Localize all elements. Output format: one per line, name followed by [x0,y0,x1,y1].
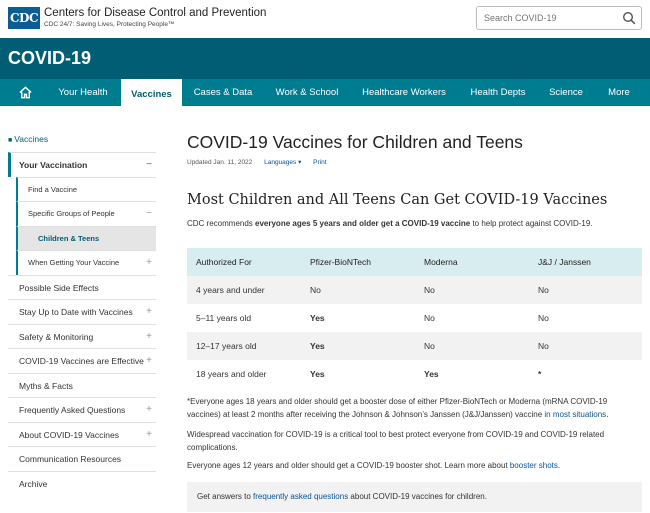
column-header: Authorized For [187,248,301,276]
sidebar-item-archive[interactable] [8,471,156,496]
sidebar-item-label: Safety & Monitoring [19,331,94,342]
cdc-logo[interactable]: CDC [8,7,40,29]
authorization-table [187,248,642,388]
table-cell: 12–17 years old [187,332,301,360]
faq-link[interactable]: frequently asked questions [253,492,349,501]
sidebar-item-when-getting-vaccine[interactable] [16,250,156,275]
sidebar-item-communication-resources[interactable] [8,446,156,471]
sidebar-item-label: Stay Up to Date with Vaccines [19,307,133,317]
nav-cases-data[interactable]: Cases & Data [193,87,253,98]
table-cell: No [415,332,529,360]
table-cell: Yes [301,332,415,360]
expand-toggle[interactable]: + [146,257,152,268]
in-most-situations-link[interactable]: in most situations [544,409,607,419]
table-cell: No [538,313,549,323]
faq-callout [187,482,642,512]
expand-toggle[interactable]: + [146,330,152,342]
booster-text: Everyone ages 12 years and older should get a COVID-19 booster shot. Learn more about [187,461,510,470]
sidebar-item-vaccines-effective[interactable] [8,348,156,373]
sidebar-item-label: About COVID-19 Vaccines [19,429,119,440]
table-cell: No [424,313,435,323]
table-header-row [187,248,642,276]
sidebar-parent-label: Vaccines [14,134,49,144]
booster-paragraph [187,460,637,473]
sidebar-nav [8,152,156,495]
home-icon[interactable] [18,85,33,100]
search-icon[interactable] [622,11,636,25]
intro-paragraph [187,219,593,228]
org-identity[interactable] [44,7,266,29]
table-cell: 18 years and older [196,369,267,379]
nav-vaccines[interactable]: Vaccines [121,79,182,106]
print-link[interactable]: Print [313,159,327,166]
sidebar-item-label: Your Vaccination [19,160,88,170]
nav-more[interactable]: More [608,87,630,98]
faq-text: Get answers to [197,492,254,501]
page-title: COVID-19 Vaccines for Children and Teens [187,132,523,152]
org-name: Centers for Disease Control and Prevention [44,7,267,19]
sidebar-item-label: When Getting Your Vaccine [28,258,120,267]
sidebar-item-label: Archive [19,478,48,489]
expand-toggle[interactable]: + [146,404,152,415]
main-content [187,130,642,501]
home-small-icon: ■ [8,137,13,144]
intro-emphasis: everyone ages 5 years and older get a COVID-19 vaccine [255,219,471,228]
languages-dropdown[interactable]: Languages ▾ [264,159,302,166]
sidebar-item-label: Myths & Facts [19,380,73,391]
table-cell: No [415,276,529,304]
sidebar-item-safety-monitoring[interactable] [8,324,156,349]
table-cell: Yes [310,313,325,323]
expand-toggle[interactable]: + [146,355,152,366]
nav-science[interactable]: Science [549,87,583,98]
sidebar-item-label: COVID-19 Vaccines are Effective [19,356,144,366]
sidebar-item-label: Frequently Asked Questions [19,405,126,415]
site-header [0,0,650,38]
column-header: Moderna [415,248,529,276]
sidebar-item-specific-groups[interactable] [16,201,156,226]
table-cell: * [538,369,542,379]
sidebar-item-faq[interactable] [8,397,156,422]
table-row [187,332,642,360]
sidebar-item-about-vaccines[interactable] [8,422,156,447]
sidebar-item-children-teens[interactable] [16,226,156,251]
table-cell: 4 years and under [187,276,301,304]
booster-footnote [187,396,637,421]
column-header: Pfizer-BioNTech [301,248,415,276]
booster-text-end: . [557,461,561,470]
section-heading: Most Children and All Teens Can Get COVID-19 Vaccines [187,192,608,208]
sidebar-item-your-vaccination[interactable] [8,152,156,177]
org-tagline: CDC 24/7: Saving Lives, Protecting People™ [44,21,175,28]
sidebar-item-label: Children & Teens [38,233,100,243]
collapse-toggle[interactable]: − [146,159,152,170]
sidebar-item-label: Communication Resources [19,454,122,464]
collapse-toggle[interactable]: − [146,208,152,219]
sidebar-item-find-a-vaccine[interactable] [16,177,156,202]
intro-text-end: to help protect against COVID-19. [470,219,593,228]
table-cell: No [529,332,642,360]
page-meta [187,158,642,166]
table-cell: Yes [424,369,439,379]
nav-work-school[interactable]: Work & School [275,87,339,98]
table-cell: No [301,276,415,304]
table-cell: 5–11 years old [196,313,252,323]
sidebar-item-label: Find a Vaccine [28,184,78,194]
table-row [187,360,642,388]
table-cell: No [529,276,642,304]
widespread-vaccination-paragraph: Widespread vaccination for COVID-19 is a critical tool to best protect everyone from COVID-19 and COVID-19 related complications. [187,430,605,452]
section-banner [0,38,650,79]
sidebar-item-myths-facts[interactable] [8,373,156,398]
intro-text: CDC recommends [187,219,256,228]
booster-shots-link[interactable]: booster shots [509,461,558,470]
footnote-end: . [606,409,609,419]
table-row [187,276,642,304]
table-cell: Yes [310,369,325,379]
expand-toggle[interactable]: + [146,306,152,317]
faq-text-end: about COVID-19 vaccines for children. [348,492,487,501]
nav-health-depts[interactable]: Health Depts [470,87,526,98]
search-box [476,6,642,30]
footnote-text: *Everyone ages 18 years and older should get a booster dose of either Pfizer-BioNTech or Moderna (mRNA COVID-19 vaccines) at least 2 months after receiving the Johnson & Johnson’s Janssen (J&J/Janssen) vaccine [187,397,608,419]
sidebar-item-stay-up-to-date[interactable] [8,299,156,324]
sidebar-item-side-effects[interactable] [8,275,156,300]
sidebar-parent-link[interactable] [8,134,48,144]
table-row [187,304,642,332]
nav-your-health[interactable]: Your Health [58,87,108,98]
sidebar-item-label: Specific Groups of People [28,209,115,218]
nav-healthcare-workers[interactable]: Healthcare Workers [362,87,446,98]
main-nav [0,79,650,106]
expand-toggle[interactable]: + [146,428,152,440]
column-header: J&J / Janssen [529,248,642,276]
section-title[interactable]: COVID-19 [8,48,92,68]
search-input[interactable] [477,7,617,29]
sidebar-item-label: Possible Side Effects [19,282,99,293]
updated-date: Updated Jan. 11, 2022 [187,159,253,166]
